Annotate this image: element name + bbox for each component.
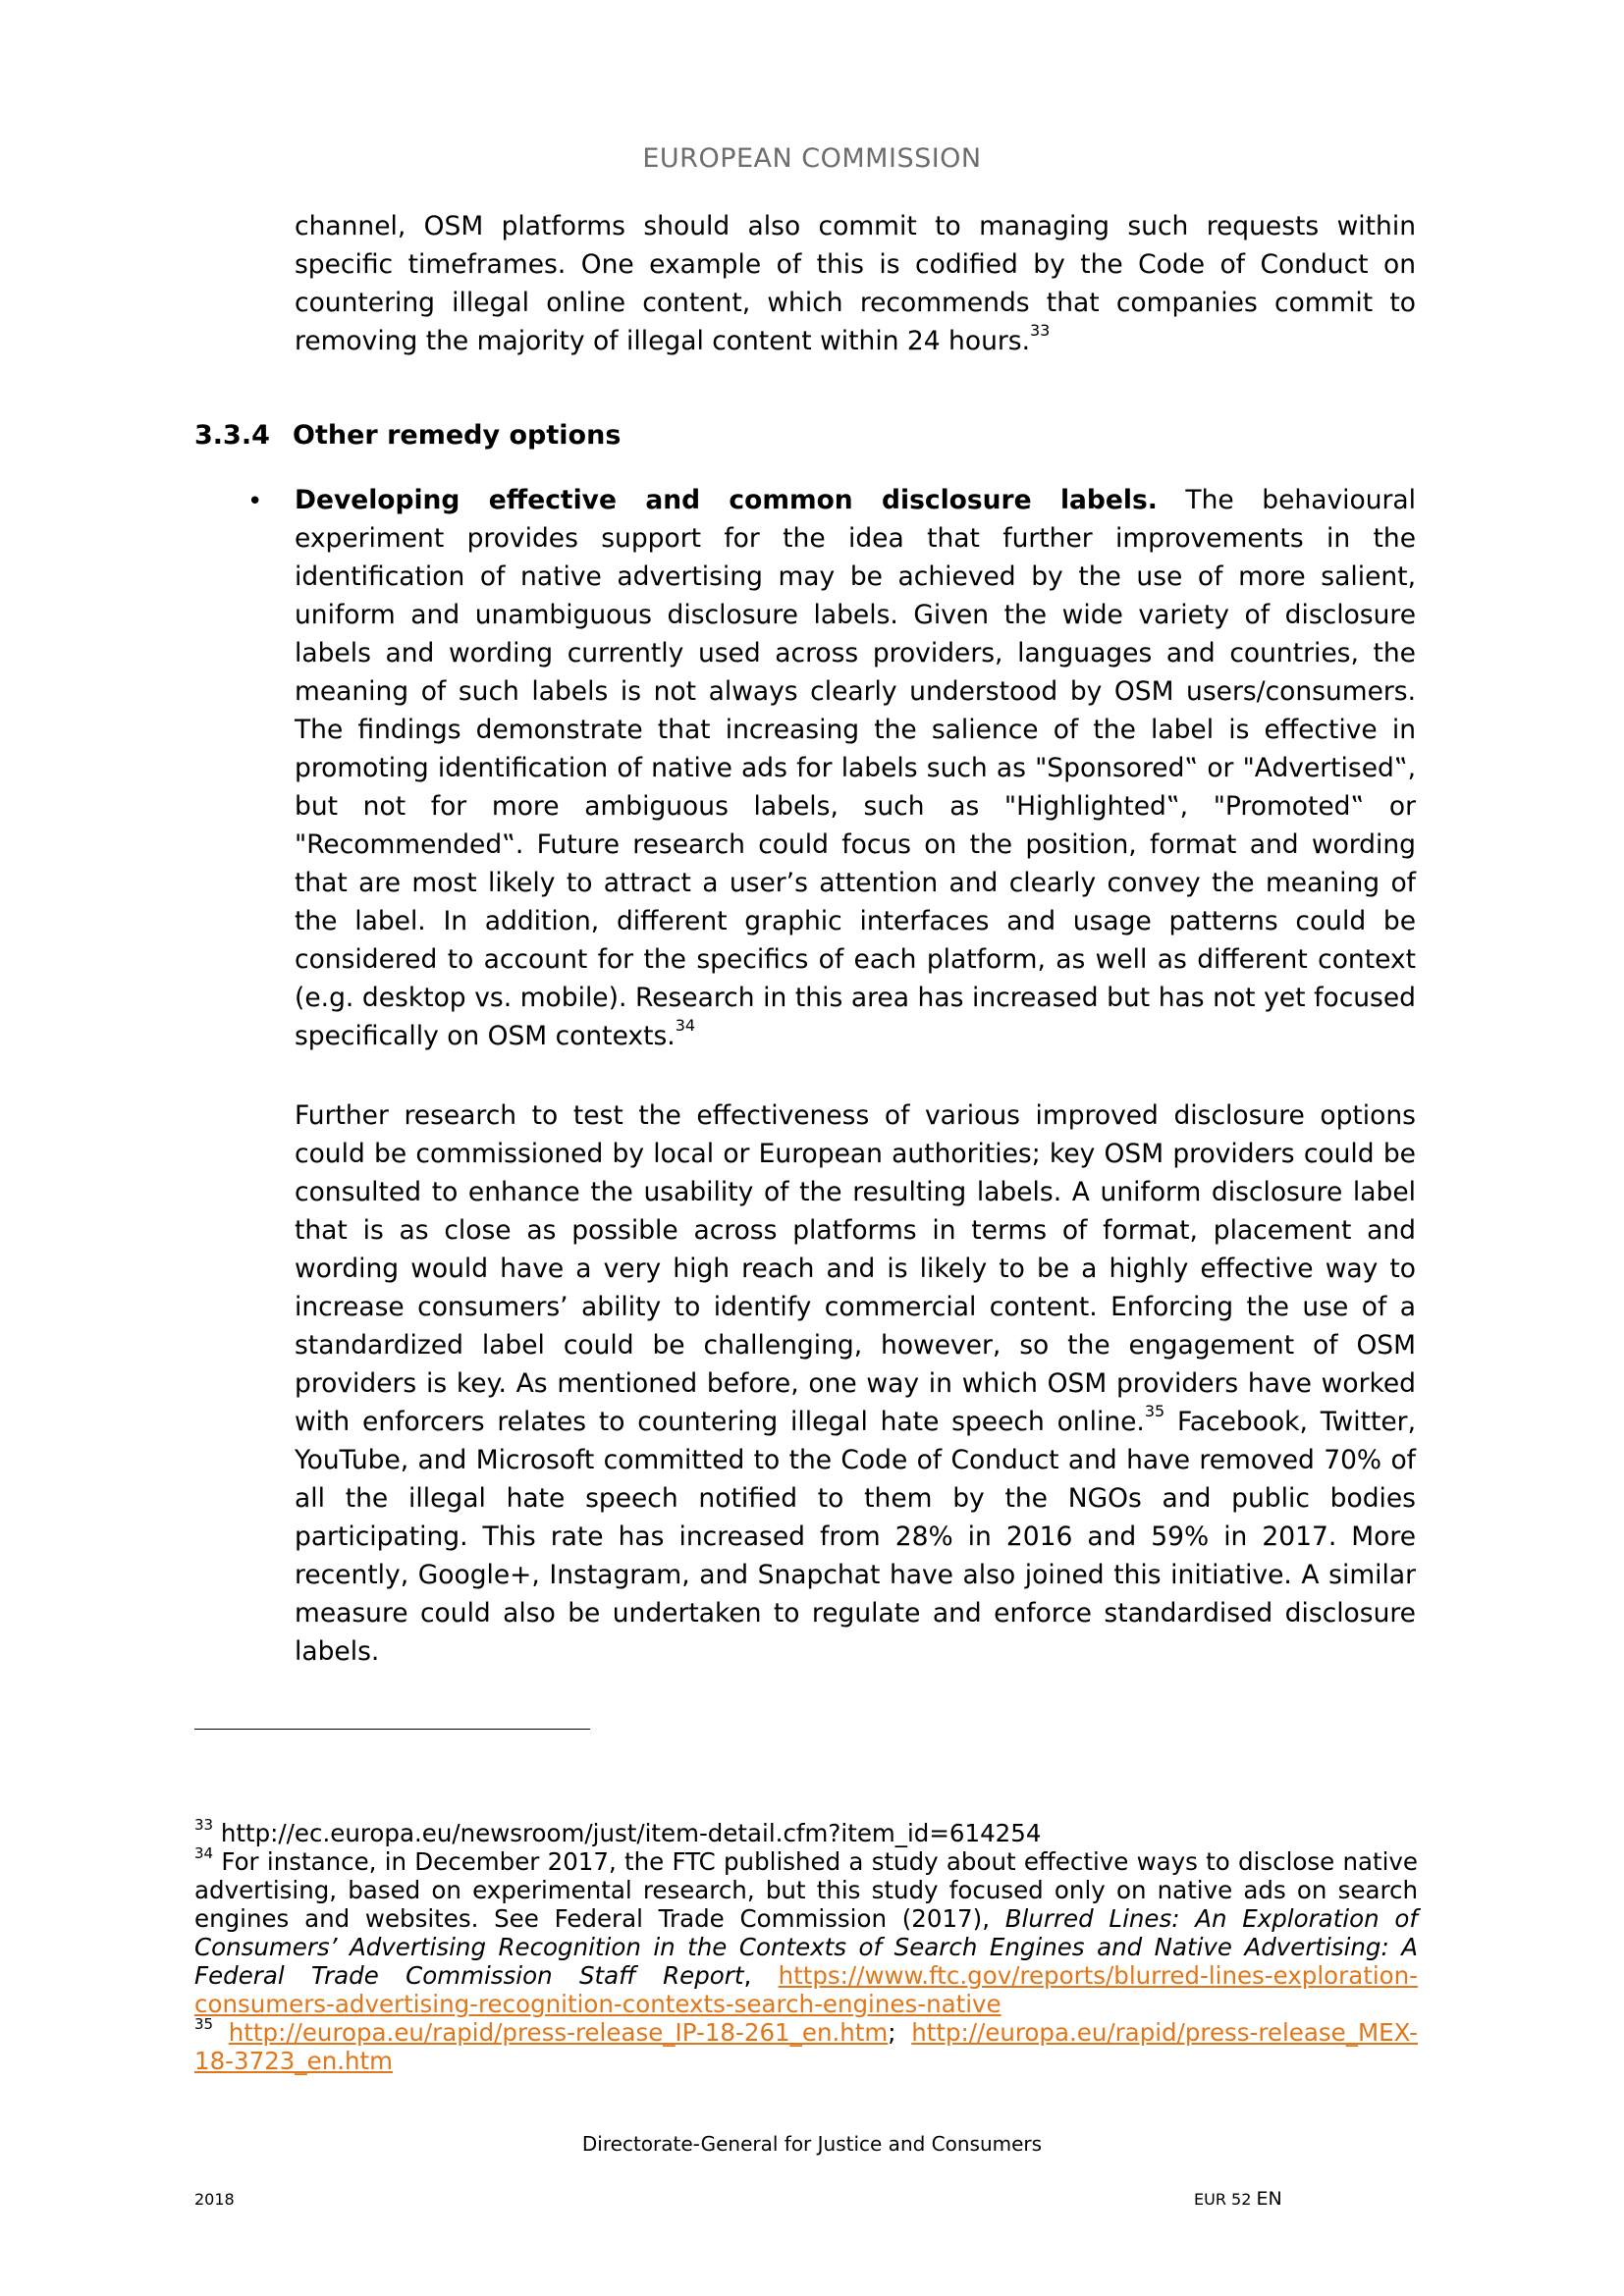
section-heading — [194, 420, 621, 451]
intro-paragraph — [295, 207, 1416, 360]
footnote-number: 33 — [194, 1815, 214, 1834]
ftc-report-link[interactable]: https://www.ftc.gov/reports/blurred-lines-exploration-consumers-advertising-recognition-contexts-search-engines-native — [194, 1961, 1418, 2018]
footer-page-ref — [1194, 2188, 1282, 2210]
footnote-text: For instance, in December 2017, the FTC published a study about effective ways to disclose native advertising, based on experimental research, but this study focused only on native ads on search engines and websites. See Federal Trade Commission (2017), — [194, 1847, 1418, 1933]
footnote-33 — [194, 1815, 1418, 1847]
separator: , — [743, 1961, 779, 1990]
footnote-34 — [194, 1843, 1418, 2018]
press-release-link-1[interactable]: http://europa.eu/rapid/press-release_IP-18-261_en.htm — [228, 2018, 889, 2047]
bullet-icon: • — [247, 487, 263, 516]
language-code: EN — [1256, 2188, 1282, 2210]
footer-directorate: Directorate-General for Justice and Consumers — [581, 2132, 1043, 2156]
footnote-text: http://ec.europa.eu/newsroom/just/item-detail.cfm?item_id=614254 — [213, 1819, 1042, 1847]
footnote-separator — [194, 1729, 590, 1730]
footnote-ref-34[interactable]: 34 — [675, 1016, 696, 1036]
page-number: EUR 52 — [1194, 2190, 1252, 2209]
intro-text: channel, OSM platforms should also commit to managing such requests within specific timeframes. One example of this is codified by the Code of Conduct on countering illegal online content, which recommends that companies commit to removing the majority of illegal content within 24 hours. — [295, 211, 1416, 356]
section-title: Other remedy options — [293, 420, 622, 451]
footnote-number: 35 — [194, 2014, 214, 2033]
further-text-after: Facebook, Twitter, YouTube, and Microsoft committed to the Code of Conduct and have removed 70% of all the illegal hate speech notified to them by the NGOs and public bodies participating. This rate has increased from 28% in 2016 and 59% in 2017. More recently, Google+, Instagram, and Snapchat have also joined this initiative. A similar measure could also be undertaken to regulate and enforce standardised disclosure labels. — [295, 1407, 1416, 1667]
footnote-ref-35[interactable]: 35 — [1144, 1402, 1165, 1421]
bullet-text: The behavioural experiment provides support for the idea that further improvements in the identification of native advertising may be achieved by the use of more salient, uniform and unambiguous disclosure labels. Given the wide variety of disclosure labels and wording currently used across providers, languages and countries, the meaning of such labels is not always clearly understood by OSM users/consumers. The findings demonstrate that increasing the salience of the label is effective in promoting identification of native ads for labels such as "Sponsored‟ or "Advertised‟, but not for more ambiguous labels, such as "Highlighted‟, "Promoted‟ or "Recommended‟. Future research could focus on the position, format and wording that are most likely to attract a user’s attention and clearly convey the meaning of the label. In addition, different graphic interfaces and usage patterns could be considered to account for the specifics of each platform, as well as different context (e.g. desktop vs. mobile). Research in this area has increased but has not yet focused specifically on OSM contexts. — [295, 485, 1416, 1051]
footnotes — [194, 1815, 1418, 2075]
bullet-paragraph — [295, 481, 1416, 1055]
footnote-number: 34 — [194, 1843, 214, 1862]
further-research-paragraph — [295, 1096, 1416, 1671]
press-release-link-2[interactable]: http://europa.eu/rapid/press-release_MEX-18-3723_en.htm — [194, 2018, 1418, 2075]
footnote-35 — [194, 2014, 1418, 2075]
footnote-ref-33[interactable]: 33 — [1030, 321, 1051, 341]
separator: ; — [888, 2018, 912, 2047]
further-text-before: Further research to test the effectiveness of various improved disclosure options could be commissioned by local or European authorities; key OSM providers could be consulted to enhance the usability of the resulting labels. A uniform disclosure label that is as close as possible across platforms in terms of format, placement and wording would have a very high reach and is likely to be a highly effective way to increase consumers’ ability to identify commercial content. Enforcing the use of a standardized label could be challenging, however, so the engagement of OSM providers is key. As mentioned before, one way in which OSM providers have worked with enforcers relates to countering illegal hate speech online. — [295, 1100, 1416, 1437]
bullet-lead: Developing effective and common disclosure labels. — [295, 485, 1158, 515]
page-header: EUROPEAN COMMISSION — [642, 143, 982, 174]
section-number: 3.3.4 — [194, 420, 270, 451]
report-title: Blurred Lines: An Exploration of Consumers’ Advertising Recognition in the Contexts of Search Engines and Native Advertising: A Federal Trade Commission Staff Report — [194, 1904, 1418, 1990]
footer-year: 2018 — [194, 2190, 235, 2209]
